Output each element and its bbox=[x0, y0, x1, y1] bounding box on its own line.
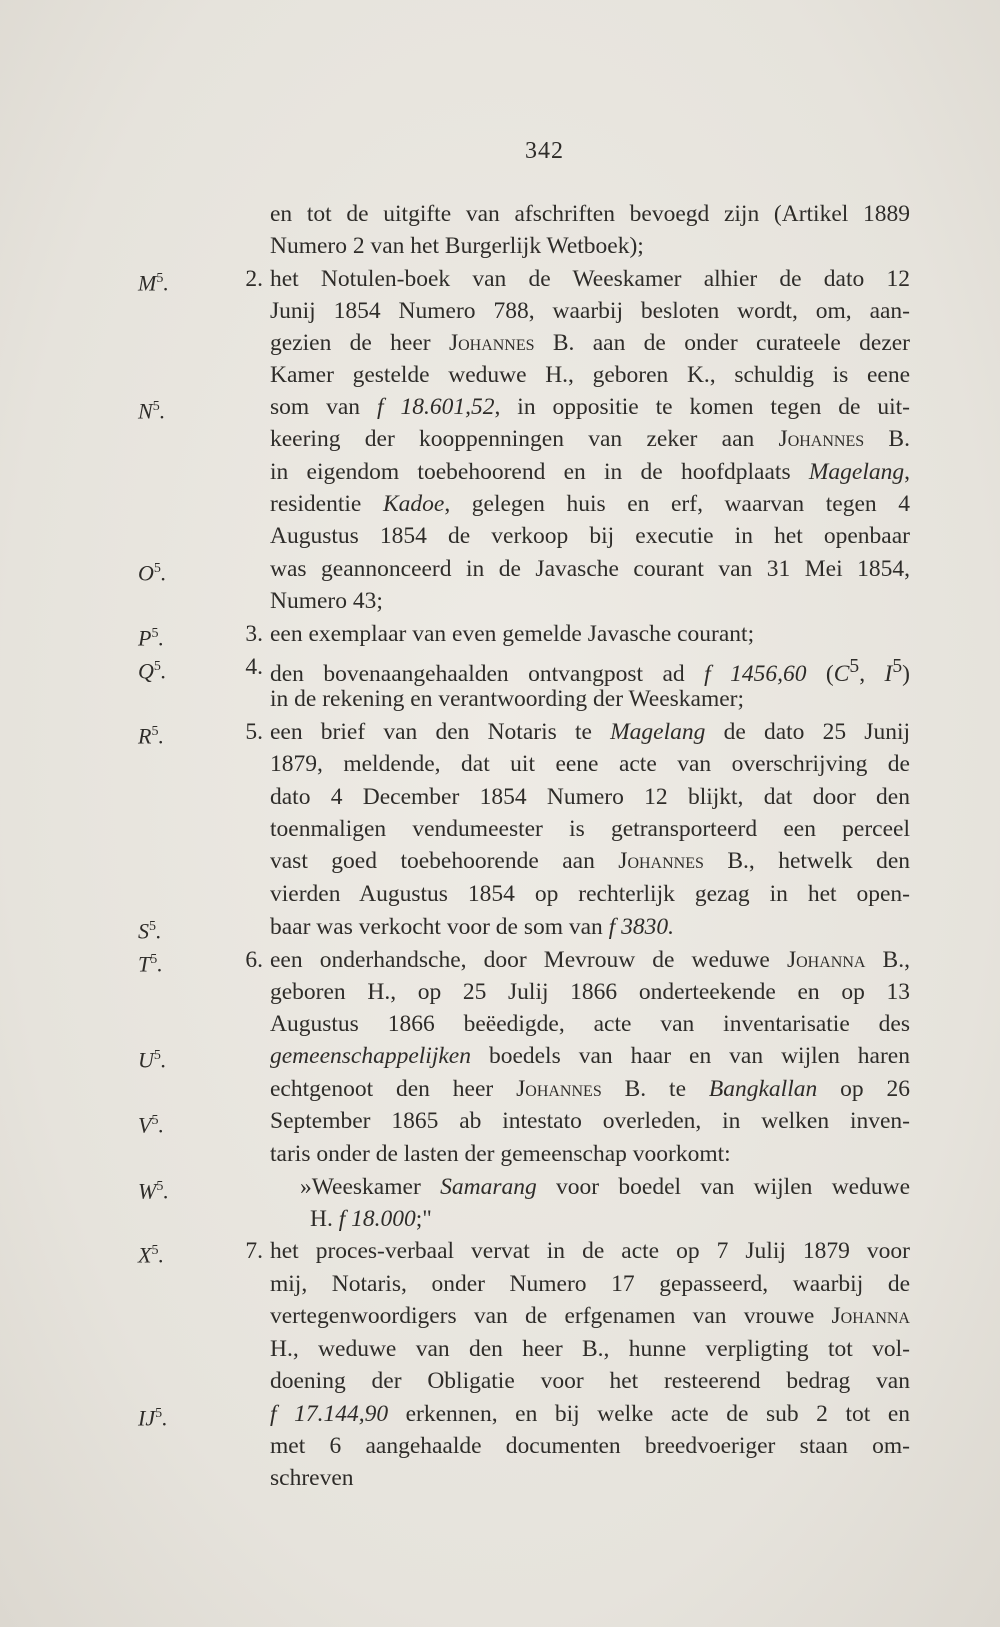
text-line: den bovenaangehaalden ontvangpost ad f 1456,60 ($C^5$, $I^5$) bbox=[270, 656, 910, 687]
margin-ref-t5: $T^5$. bbox=[138, 951, 163, 977]
text-line: Numero 43; bbox=[270, 588, 383, 614]
amount: f 18.000 bbox=[338, 1206, 416, 1232]
margin-ref-x5: $X^5$. bbox=[138, 1242, 164, 1268]
margin-ref-n5: $N^5$. bbox=[138, 398, 166, 424]
margin-ref-ij5: $IJ^5$. bbox=[138, 1405, 168, 1431]
item-number-6: 6. bbox=[245, 947, 263, 973]
margin-ref-p5: $P^5$. bbox=[138, 625, 164, 651]
person-name: Johannes bbox=[778, 426, 865, 452]
text-line: met 6 aangehaalde documenten breedvoeriger staan om- bbox=[270, 1433, 910, 1459]
text-line: dato 4 December 1854 Numero 12 blijkt, dat door den bbox=[270, 784, 910, 810]
person-name: Johanna bbox=[831, 1303, 910, 1329]
person-name: Johannes bbox=[448, 330, 535, 356]
margin-ref-s5: $S^5$. bbox=[138, 918, 162, 944]
place-name: Kadoe bbox=[382, 491, 445, 517]
text-line: vierden Augustus 1854 op rechterlijk gezag in het open- bbox=[270, 881, 910, 907]
text-line: »Weeskamer Samarang voor boedel van wijlen weduwe bbox=[300, 1174, 910, 1200]
place-name: Bangkallan bbox=[708, 1076, 818, 1102]
item-number-7: 7. bbox=[245, 1238, 263, 1264]
text-line: een onderhandsche, door Mevrouw de weduwe Johanna B., bbox=[270, 947, 910, 973]
text-line: vertegenwoordigers van de erfgenamen van vrouwe Johanna bbox=[270, 1303, 910, 1329]
text-line: geboren H., op 25 Julij 1866 onderteekende en op 13 bbox=[270, 979, 910, 1005]
margin-ref-q5: $Q^5$. bbox=[138, 658, 167, 684]
margin-ref-m5: $M^5$. bbox=[138, 270, 169, 296]
person-name: Johannes bbox=[618, 848, 704, 874]
text-line: Augustus 1854 de verkoop bij executie in het openbaar bbox=[270, 523, 910, 549]
margin-ref-o5: $O^5$. bbox=[138, 560, 167, 586]
text-line: schreven bbox=[270, 1465, 354, 1491]
text-line: taris onder de lasten der gemeenschap voorkomt: bbox=[270, 1141, 731, 1167]
text-line: een exemplaar van even gemelde Javasche courant; bbox=[270, 621, 755, 647]
text-line: residentie Kadoe, gelegen huis en erf, waarvan tegen 4 bbox=[270, 491, 910, 517]
text-line: f 17.144,90 erkennen, en bij welke acte de sub 2 tot en bbox=[270, 1401, 910, 1427]
text-line: baar was verkocht voor de som van f 3830. bbox=[270, 914, 674, 940]
margin-ref-v5: $V^5$. bbox=[138, 1112, 164, 1138]
text-line: H., weduwe van den heer B., hunne verpligting tot vol- bbox=[270, 1336, 910, 1362]
text-line: een brief van den Notaris te Magelang de dato 25 Junij bbox=[270, 719, 910, 745]
amount: f 1456,60 bbox=[704, 660, 807, 687]
text-line: Junij 1854 Numero 788, waarbij besloten wordt, om, aan- bbox=[270, 298, 910, 324]
margin-ref-u5: $U^5$. bbox=[138, 1047, 167, 1073]
margin-ref-w5: $W^5$. bbox=[138, 1178, 169, 1204]
text-line: gezien de heer Johannes B. aan de onder curateele dezer bbox=[270, 330, 911, 356]
text-line: in de rekening en verantwoording der Weeskamer; bbox=[270, 686, 745, 712]
text-line: Numero 2 van het Burgerlijk Wetboek); bbox=[270, 233, 644, 259]
amount: f 17.144,90 bbox=[270, 1401, 389, 1427]
item-number-2: 2. bbox=[245, 266, 263, 292]
text-line: som van f 18.601,52, in oppositie te komen tegen de uit- bbox=[270, 394, 911, 420]
text-line: echtgenoot den heer Johannes B. te Bangkallan op 26 bbox=[270, 1076, 911, 1102]
text-line: vast goed toebehoorende aan Johannes B., hetwelk den bbox=[270, 848, 910, 874]
place-name: Magelang bbox=[610, 719, 706, 745]
text-line: September 1865 ab intestato overleden, in welken inven- bbox=[270, 1108, 910, 1134]
amount: f 3830. bbox=[608, 914, 674, 940]
text-line: toenmaligen vendumeester is getransporteerd een perceel bbox=[270, 816, 910, 842]
text-line: was geannonceerd in de Javasche courant van 31 Mei 1854, bbox=[270, 556, 910, 582]
text-line: het Notulen-boek van de Weeskamer alhier de dato 12 bbox=[270, 266, 910, 292]
place-name: Samarang bbox=[440, 1174, 537, 1200]
text-line: mij, Notaris, onder Numero 17 gepasseerd, waarbij de bbox=[270, 1271, 910, 1297]
text-line: en tot de uitgifte van afschriften bevoegd zijn (Artikel 1889 bbox=[270, 201, 910, 227]
item-number-5: 5. bbox=[245, 719, 263, 745]
item-number-3: 3. bbox=[245, 621, 263, 647]
text-line: Augustus 1866 beëedigde, acte van inventarisatie des bbox=[270, 1011, 910, 1037]
text-line: doening der Obligatie voor het resteerend bedrag van bbox=[270, 1368, 910, 1394]
text-line: keering der kooppenningen van zeker aan Johannes B. bbox=[270, 426, 910, 452]
place-name: Magelang bbox=[808, 459, 905, 485]
person-name: Johannes bbox=[516, 1076, 602, 1102]
text-line: in eigendom toebehoorend en in de hoofdplaats Magelang, bbox=[270, 459, 910, 485]
text-line: gemeenschappelijken boedels van haar en van wijlen haren bbox=[270, 1043, 910, 1069]
margin-ref-r5: $R^5$. bbox=[138, 723, 164, 749]
text-line: het proces-verbaal vervat in de acte op 7 Julij 1879 voor bbox=[270, 1238, 910, 1264]
text-line: Kamer gestelde weduwe H., geboren K., schuldig is eene bbox=[270, 362, 910, 388]
item-number-4: 4. bbox=[245, 654, 263, 680]
person-name: Johanna bbox=[786, 947, 866, 973]
page-number: 342 bbox=[525, 138, 564, 164]
text-line: 1879, meldende, dat uit eene acte van overschrijving de bbox=[270, 751, 910, 777]
amount: f 18.601,52 bbox=[377, 394, 495, 420]
text-line: H. f 18.000;" bbox=[310, 1206, 432, 1232]
